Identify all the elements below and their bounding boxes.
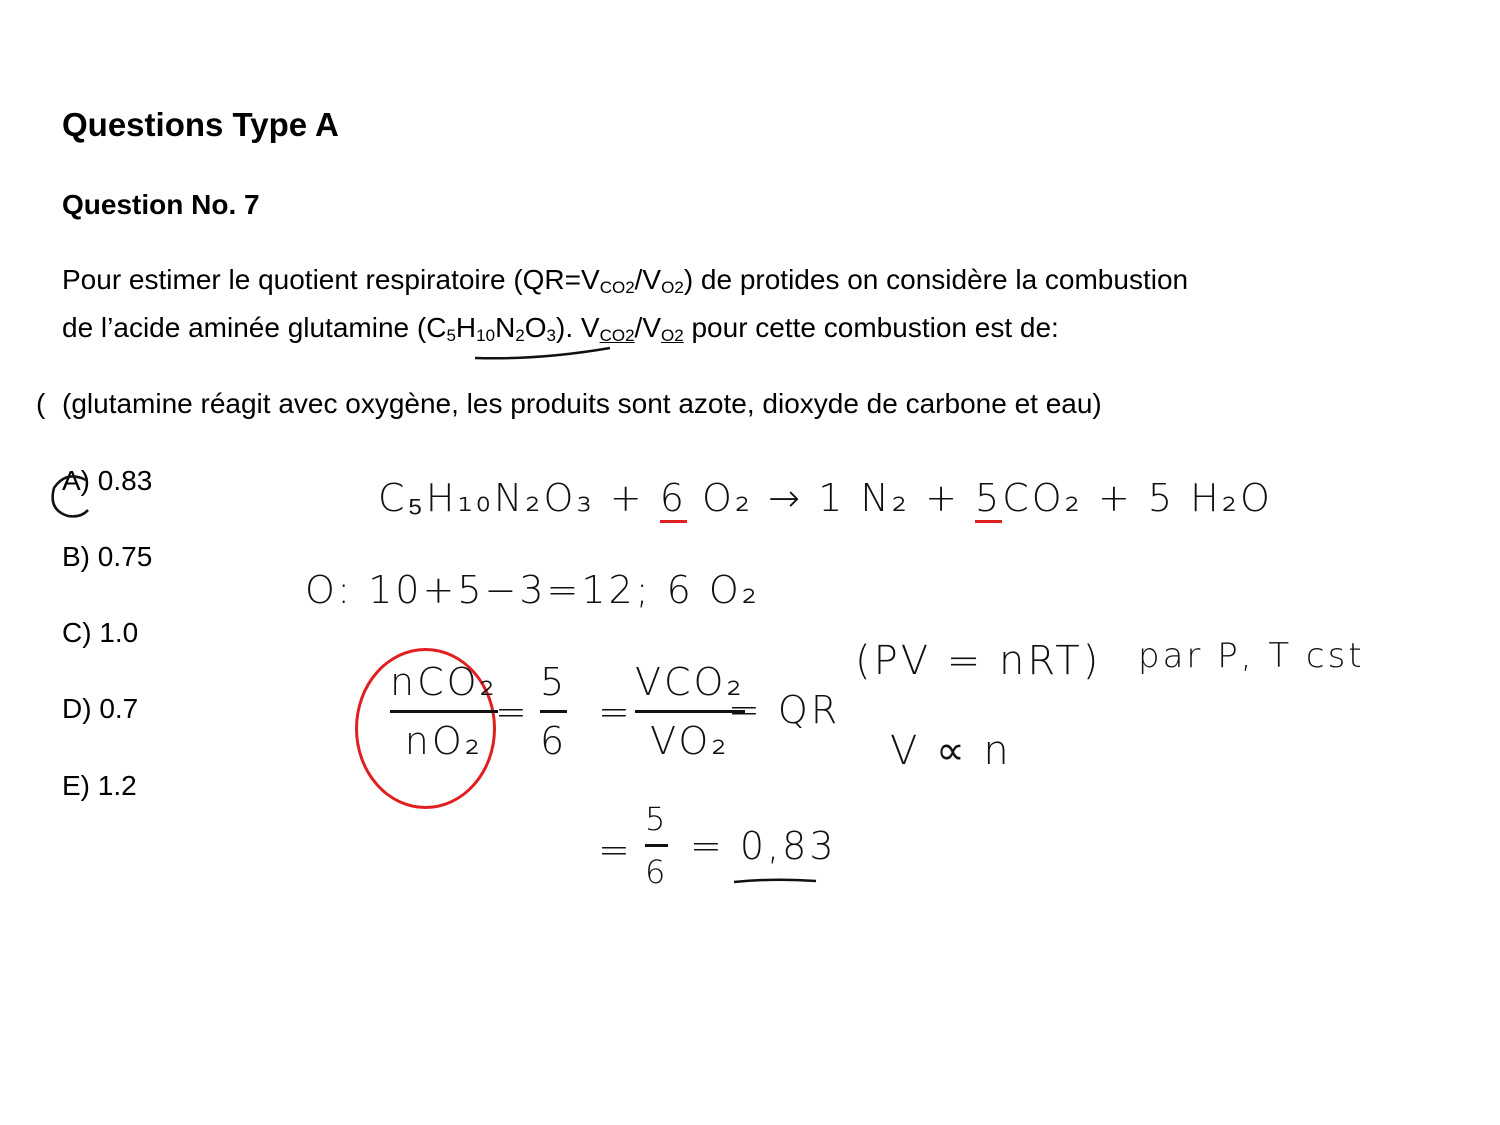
subscript: 10 (476, 326, 496, 345)
result-underline (730, 872, 820, 887)
subscript: 3 (546, 326, 557, 345)
option-c[interactable]: C) 1.0 (62, 617, 139, 648)
answer-circle-mark (46, 470, 96, 522)
text: ) de protides on considère la combustion (683, 264, 1189, 295)
text: Pour estimer le quotient respiratoire (QR=V (62, 264, 600, 295)
proportionality: V ∝ n (890, 728, 1012, 774)
subscript: CO2 (599, 278, 635, 297)
text: O (524, 312, 547, 343)
option-e[interactable]: E) 1.2 (62, 770, 137, 801)
subscript: O2 (661, 326, 684, 345)
mole-ratio (390, 660, 498, 763)
result-value: = 0,83 (690, 824, 837, 868)
text: N (495, 312, 516, 343)
question-line-1 (62, 264, 1188, 296)
numerator: 5 (540, 660, 568, 704)
section-heading: Questions Type A (62, 106, 339, 143)
text: /V (634, 312, 662, 343)
text: pour cette combustion est de: (683, 312, 1059, 343)
denominator: 6 (645, 853, 669, 891)
numerator: VCO₂ (635, 660, 745, 704)
equals-qr: = QR (728, 688, 841, 732)
question-number: Question No. 7 (62, 189, 260, 220)
subscript: 2 (515, 326, 525, 345)
margin-mark: ( (36, 388, 46, 419)
denominator: VO₂ (650, 719, 730, 763)
result-fraction (645, 800, 668, 891)
numerator: 5 (645, 800, 669, 838)
fraction-5-6 (540, 660, 567, 763)
handwritten-equation (378, 476, 1273, 521)
denominator: nO₂ (404, 719, 483, 763)
condition-note: par P, T cst (1138, 636, 1365, 676)
coefficient-co2: 5 (975, 476, 1002, 523)
text: C₅H₁₀N₂O₃ + (378, 476, 660, 520)
subscript: O2 (661, 278, 684, 297)
numerator: nCO₂ (390, 660, 498, 704)
option-a[interactable]: A) 0.83 (62, 465, 153, 496)
text: de l’acide aminée glutamine (C (62, 312, 447, 343)
text: H (455, 312, 477, 343)
question-note: (glutamine réagit avec oxygène, les produits sont azote, dioxyde de carbone et eau) (62, 388, 1102, 419)
equals: = (495, 690, 530, 734)
text: O₂ → 1 N₂ + (686, 476, 976, 520)
equals: = (598, 690, 633, 734)
subscript: 5 (446, 326, 456, 345)
equals: = (598, 828, 633, 872)
ideal-gas-law: (PV = nRT) (855, 638, 1102, 684)
text: CO₂ + 5 H₂O (1002, 476, 1273, 520)
text: /V (634, 264, 662, 295)
oxygen-balance: O: 10+5−3=12; 6 O₂ (305, 568, 760, 612)
coefficient-o2: 6 (660, 476, 687, 523)
denominator: 6 (540, 719, 568, 763)
handwritten-underline (470, 340, 620, 365)
option-b[interactable]: B) 0.75 (62, 541, 153, 572)
subscript: CO2 (599, 326, 635, 345)
option-d[interactable]: D) 0.7 (62, 693, 139, 724)
text: ). V (556, 312, 600, 343)
